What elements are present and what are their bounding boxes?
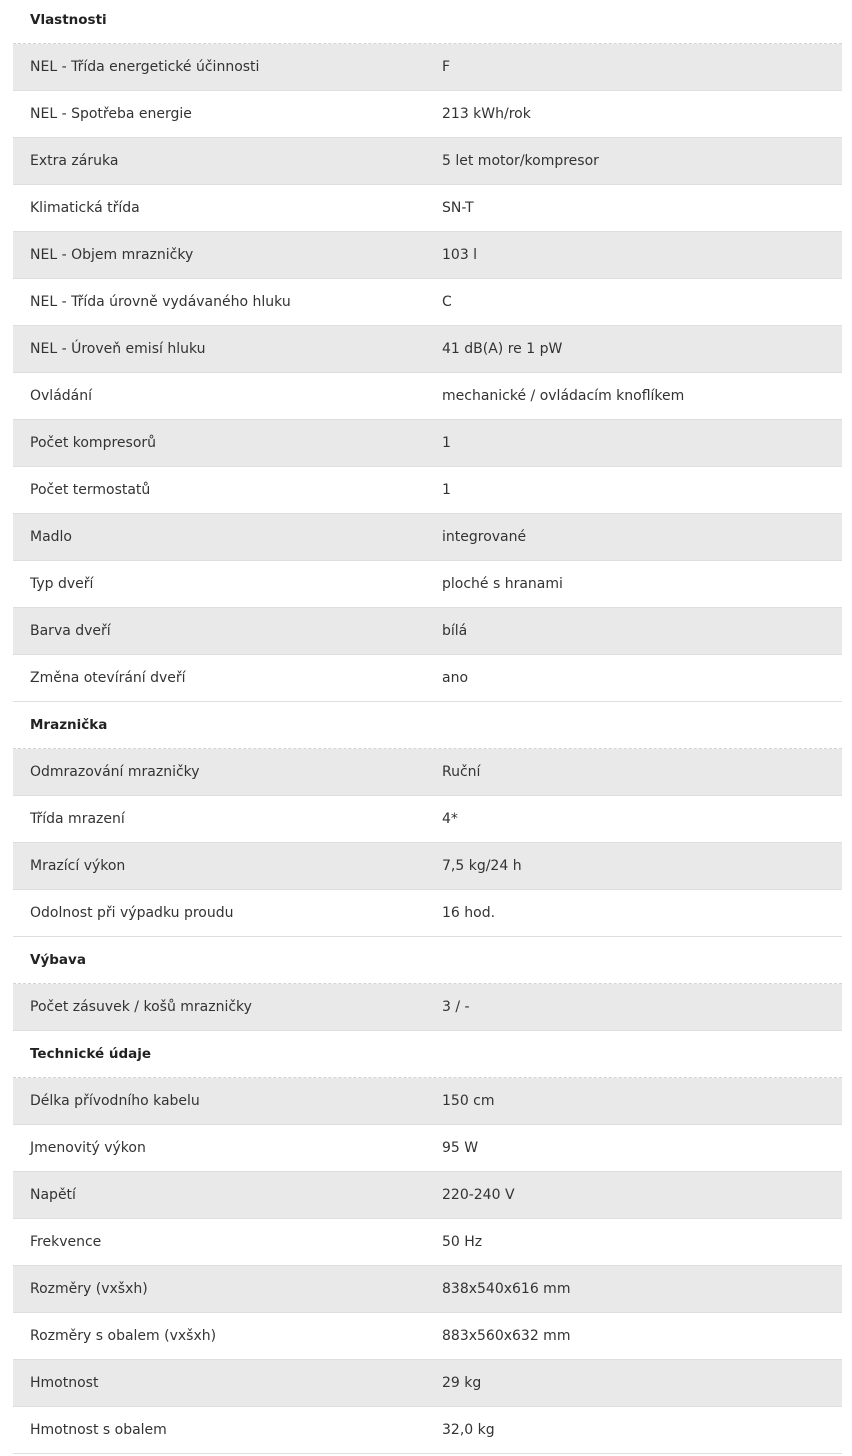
spec-row <box>13 843 842 890</box>
spec-label: Barva dveří <box>30 623 111 639</box>
spec-label: Mrazící výkon <box>30 858 126 874</box>
spec-value: integrované <box>442 529 527 545</box>
spec-label: Madlo <box>30 529 72 545</box>
spec-label: Třída mrazení <box>30 811 125 827</box>
spec-value: SN-T <box>442 200 474 216</box>
spec-value: 5 let motor/kompresor <box>442 153 599 169</box>
spec-label: Odolnost při výpadku proudu <box>30 905 234 921</box>
section-header <box>13 937 842 984</box>
spec-row <box>13 232 842 279</box>
spec-row <box>13 890 842 937</box>
spec-row <box>13 1125 842 1172</box>
spec-label: Délka přívodního kabelu <box>30 1093 200 1109</box>
spec-row <box>13 984 842 1031</box>
spec-row <box>13 1219 842 1266</box>
spec-row <box>13 1172 842 1219</box>
spec-label: Ovládání <box>30 388 93 404</box>
spec-label: Počet termostatů <box>30 482 151 498</box>
spec-value: 32,0 kg <box>442 1422 495 1438</box>
spec-value: 150 cm <box>442 1093 495 1109</box>
section-title: Vlastnosti <box>30 12 107 28</box>
spec-label: Frekvence <box>30 1234 102 1250</box>
section-title: Mraznička <box>30 717 108 733</box>
spec-row <box>13 185 842 232</box>
spec-row <box>13 514 842 561</box>
spec-row <box>13 373 842 420</box>
spec-row <box>13 44 842 91</box>
spec-value: 50 Hz <box>442 1234 483 1250</box>
spec-label: NEL - Objem mrazničky <box>30 247 194 263</box>
spec-label: Rozměry s obalem (vxšxh) <box>30 1328 217 1344</box>
spec-table <box>13 0 842 1454</box>
spec-row <box>13 796 842 843</box>
spec-row <box>13 279 842 326</box>
spec-label: Klimatická třída <box>30 200 140 216</box>
spec-label: Změna otevírání dveří <box>30 670 186 686</box>
spec-label: Jmenovitý výkon <box>30 1140 146 1156</box>
section-header <box>13 1031 842 1078</box>
spec-row <box>13 1313 842 1360</box>
spec-value: bílá <box>442 623 468 639</box>
spec-value: 103 l <box>442 247 478 263</box>
spec-value: ploché s hranami <box>442 576 563 592</box>
spec-label: NEL - Spotřeba energie <box>30 106 192 122</box>
spec-label: Rozměry (vxšxh) <box>30 1281 148 1297</box>
spec-row <box>13 1266 842 1313</box>
spec-value: 3 / - <box>442 999 470 1015</box>
spec-row <box>13 1078 842 1125</box>
spec-label: Typ dveří <box>30 576 94 592</box>
spec-value: 838x540x616 mm <box>442 1281 571 1297</box>
spec-label: Odmrazování mrazničky <box>30 764 200 780</box>
spec-value: ano <box>442 670 469 686</box>
spec-value: 16 hod. <box>442 905 496 921</box>
spec-label: Napětí <box>30 1187 76 1203</box>
spec-row <box>13 420 842 467</box>
spec-value: 95 W <box>442 1140 479 1156</box>
spec-value: mechanické / ovládacím knoflíkem <box>442 388 685 404</box>
spec-label: Hmotnost <box>30 1375 99 1391</box>
section-header <box>13 0 842 44</box>
spec-row <box>13 467 842 514</box>
spec-label: NEL - Úroveň emisí hluku <box>30 341 206 357</box>
spec-label: NEL - Třída energetické účinnosti <box>30 59 260 75</box>
spec-row <box>13 138 842 185</box>
spec-value: 213 kWh/rok <box>442 106 531 122</box>
spec-value: 7,5 kg/24 h <box>442 858 522 874</box>
spec-value: C <box>442 294 452 310</box>
spec-label: Počet kompresorů <box>30 435 157 451</box>
spec-value: 41 dB(A) re 1 pW <box>442 341 563 357</box>
spec-value: 4* <box>442 811 458 827</box>
spec-label: Extra záruka <box>30 153 119 169</box>
spec-label: Počet zásuvek / košů mrazničky <box>30 999 252 1015</box>
spec-value: 1 <box>442 435 451 451</box>
spec-row <box>13 91 842 138</box>
spec-row <box>13 1407 842 1454</box>
spec-row <box>13 749 842 796</box>
spec-row <box>13 1360 842 1407</box>
section-header <box>13 702 842 749</box>
spec-row <box>13 655 842 702</box>
section-title: Výbava <box>30 952 86 968</box>
spec-row <box>13 608 842 655</box>
spec-value: 220-240 V <box>442 1187 515 1203</box>
spec-value: 883x560x632 mm <box>442 1328 571 1344</box>
spec-row <box>13 326 842 373</box>
spec-row <box>13 561 842 608</box>
spec-value: 29 kg <box>442 1375 482 1391</box>
spec-label: NEL - Třída úrovně vydávaného hluku <box>30 294 291 310</box>
section-title: Technické údaje <box>30 1046 152 1062</box>
spec-label: Hmotnost s obalem <box>30 1422 167 1438</box>
spec-value: 1 <box>442 482 451 498</box>
spec-value: Ruční <box>442 764 481 780</box>
spec-value: F <box>442 59 451 75</box>
